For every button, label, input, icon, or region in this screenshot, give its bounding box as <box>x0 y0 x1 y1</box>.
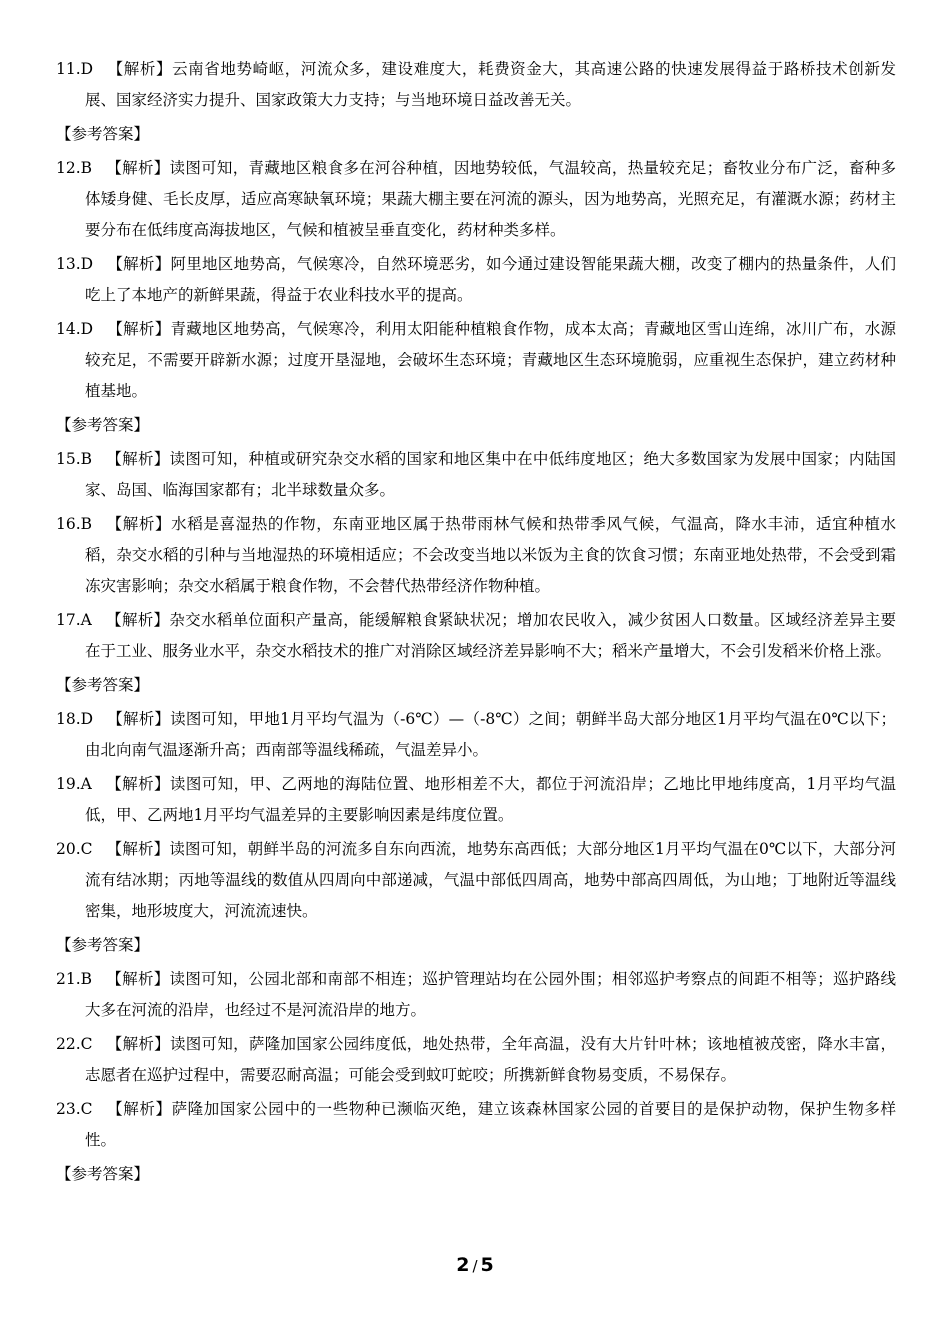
answer-item <box>56 1094 896 1156</box>
reference-answer-header: 【参考答案】 <box>56 676 150 694</box>
answer-explanation: 【解析】读图可知，青藏地区粮食多在河谷种植，因地势较低，气温较高，热量较充足；畜牧业分布广泛，畜种多体矮身健、毛长皮厚，适应高寒缺氧环境；果蔬大棚主要在河流的源头，因为地势高，光照充足，有灌溉水源；药材主要分布在低纬度高海拔地区，气候和植被呈垂直变化，药材种类多样。 <box>85 159 896 239</box>
answer-number: 23.C <box>56 1100 93 1118</box>
answer-number: 22.C <box>56 1035 93 1053</box>
answer-explanation: 【解析】云南省地势崎岖，河流众多，建设难度大，耗费资金大，其高速公路的快速发展得益于路桥技术创新发展、国家经济实力提升、国家政策大力支持；与当地环境日益改善无关。 <box>85 60 896 109</box>
answer-explanation: 【解析】读图可知，种植或研究杂交水稻的国家和地区集中在中低纬度地区；绝大多数国家为发展中国家；内陆国家、岛国、临海国家都有；北半球数量众多。 <box>85 450 896 499</box>
answer-item <box>56 509 896 602</box>
page-number <box>0 1254 950 1276</box>
answer-explanation: 【解析】读图可知，萨隆加国家公园纬度低，地处热带，全年高温，没有大片针叶林；该地植被茂密，降水丰富，志愿者在巡护过程中，需要忍耐高温；可能会受到蚊叮蛇咬；所携新鲜食物易变质，不易保存。 <box>85 1035 896 1084</box>
answer-explanation: 【解析】阿里地区地势高，气候寒冷，自然环境恶劣，如今通过建设智能果蔬大棚，改变了棚内的热量条件，人们吃上了本地产的新鲜果蔬，得益于农业科技水平的提高。 <box>85 255 896 304</box>
answer-explanation: 【解析】读图可知，公园北部和南部不相连；巡护管理站均在公园外围；相邻巡护考察点的间距不相等；巡护路线大多在河流的沿岸，也经过不是河流沿岸的地方。 <box>85 970 896 1019</box>
answer-item <box>56 605 896 667</box>
answer-number: 13.D <box>56 255 94 273</box>
reference-answer-header: 【参考答案】 <box>56 1165 150 1183</box>
answer-explanation: 【解析】读图可知，朝鲜半岛的河流多自东向西流，地势东高西低；大部分地区1月平均气温在0℃以下，大部分河流有结冰期；丙地等温线的数值从四周向中部递减，气温中部低四周高，地势中部高四周低，为山地；丁地附近等温线密集，地形坡度大，河流流速快。 <box>85 840 896 920</box>
answer-number: 16.B <box>56 515 93 533</box>
page-current: 2 <box>456 1254 470 1276</box>
answer-item <box>56 444 896 506</box>
answer-item <box>56 314 896 407</box>
answer-number: 19.A <box>56 775 92 793</box>
answer-explanation: 【解析】杂交水稻单位面积产量高，能缓解粮食紧缺状况；增加农民收入，减少贫困人口数量。区域经济差异主要在于工业、服务业水平，杂交水稻技术的推广对消除区域经济差异影响不大；稻米产量增大，不会引发稻米价格上涨。 <box>85 611 896 660</box>
answer-item <box>56 964 896 1026</box>
answer-item <box>56 769 896 831</box>
answer-number: 20.C <box>56 840 93 858</box>
page-total: 5 <box>480 1254 494 1276</box>
answer-explanation: 【解析】读图可知，甲地1月平均气温为（-6℃）—（-8℃）之间；朝鲜半岛大部分地区1月平均气温在0℃以下；由北向南气温逐渐升高；西南部等温线稀疏，气温差异小。 <box>85 710 896 759</box>
answer-item <box>56 1029 896 1091</box>
reference-answer-header: 【参考答案】 <box>56 125 150 143</box>
reference-answer-header: 【参考答案】 <box>56 416 150 434</box>
answer-item <box>56 153 896 246</box>
answer-number: 11.D <box>56 60 94 78</box>
answer-number: 12.B <box>56 159 93 177</box>
answer-item <box>56 249 896 311</box>
answer-number: 21.B <box>56 970 93 988</box>
answer-explanation: 【解析】水稻是喜湿热的作物，东南亚地区属于热带雨林气候和热带季风气候，气温高，降水丰沛，适宜种植水稻，杂交水稻的引种与当地湿热的环境相适应；不会改变当地以米饭为主食的饮食习惯；东南亚地处热带，不会受到霜冻灾害影响；杂交水稻属于粮食作物，不会替代热带经济作物种植。 <box>85 515 896 595</box>
answer-item <box>56 834 896 927</box>
answer-item <box>56 54 896 116</box>
answer-explanation: 【解析】萨隆加国家公园中的一些物种已濒临灭绝，建立该森林国家公园的首要目的是保护动物，保护生物多样性。 <box>85 1100 896 1149</box>
answer-number: 15.B <box>56 450 93 468</box>
answer-number: 18.D <box>56 710 94 728</box>
reference-answer-header: 【参考答案】 <box>56 936 150 954</box>
answer-explanation: 【解析】读图可知，甲、乙两地的海陆位置、地形相差不大，都位于河流沿岸；乙地比甲地纬度高，1月平均气温低，甲、乙两地1月平均气温差异的主要影响因素是纬度位置。 <box>85 775 896 824</box>
answer-explanation: 【解析】青藏地区地势高，气候寒冷，利用太阳能种植粮食作物，成本太高；青藏地区雪山连绵，冰川广布，水源较充足，不需要开辟新水源；过度开垦湿地，会破坏生态环境；青藏地区生态环境脆弱，应重视生态保护，建立药材种植基地。 <box>85 320 896 400</box>
answer-list <box>56 54 896 1193</box>
answer-item <box>56 704 896 766</box>
answer-number: 14.D <box>56 320 94 338</box>
answer-number: 17.A <box>56 611 92 629</box>
page-separator: / <box>472 1257 478 1275</box>
